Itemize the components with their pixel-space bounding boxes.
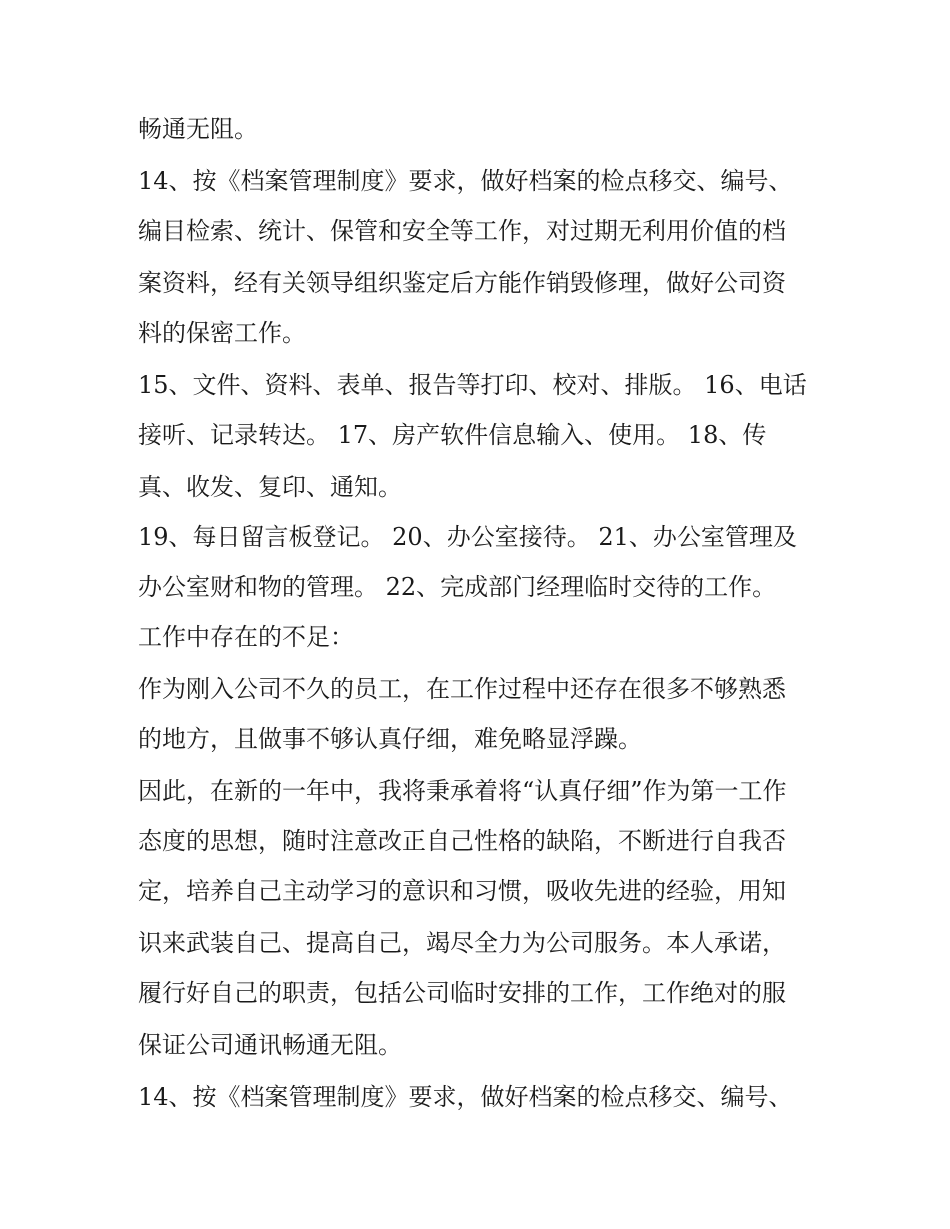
text-line: 案资料，经有关领导组织鉴定后方能作销毁修理，做好公司资	[138, 269, 786, 297]
text-line: 料的保密工作。	[138, 319, 306, 347]
text-line: 态度的思想，随时注意改正自己性格的缺陷，不断进行自我否	[138, 827, 786, 855]
text-line: 接听、记录转达。 17、房产软件信息输入、使用。 18、传	[138, 421, 767, 449]
text-line: 畅通无阻。	[138, 115, 258, 143]
text-line: 作为刚入公司不久的员工，在工作过程中还存在很多不够熟悉	[138, 675, 786, 703]
text-line: 保证公司通讯畅通无阻。	[138, 1031, 402, 1059]
text-line: 14、按《档案管理制度》要求，做好档案的检点移交、编号、	[138, 1083, 793, 1111]
text-line: 的地方，且做事不够认真仔细，难免略显浮躁。	[138, 725, 642, 753]
text-line: 识来武装自己、提高自己，竭尽全力为公司服务。本人承诺，	[138, 929, 786, 957]
text-line: 15、文件、资料、表单、报告等打印、校对、排版。 16、电话	[138, 371, 807, 399]
text-line: 真、收发、复印、通知。	[138, 473, 402, 501]
text-line: 办公室财和物的管理。 22、完成部门经理临时交待的工作。	[138, 573, 777, 601]
text-line: 19、每日留言板登记。 20、办公室接待。 21、办公室管理及	[138, 523, 797, 551]
section-heading: 工作中存在的不足：	[138, 623, 354, 651]
text-line: 14、按《档案管理制度》要求，做好档案的检点移交、编号、	[138, 167, 793, 195]
text-line: 因此，在新的一年中，我将秉承着将“认真仔细”作为第一工作	[138, 777, 787, 805]
text-line: 编目检索、统计、保管和安全等工作，对过期无利用价值的档	[138, 217, 786, 245]
text-line: 定，培养自己主动学习的意识和习惯，吸收先进的经验，用知	[138, 877, 786, 905]
text-line: 履行好自己的职责，包括公司临时安排的工作，工作绝对的服	[138, 979, 786, 1007]
